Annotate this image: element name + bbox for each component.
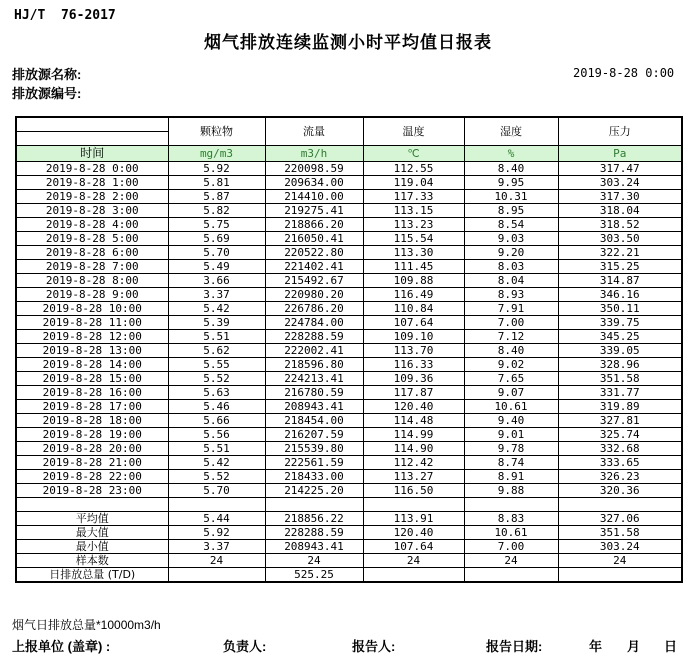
value-cell: 8.40 xyxy=(464,161,558,175)
value-cell: 113.27 xyxy=(363,469,464,483)
total-emission-footnote: 烟气日排放总量*10000m3/h xyxy=(12,618,161,632)
table-row xyxy=(16,161,682,175)
summary-label: 最小值 xyxy=(16,539,168,553)
summary-row xyxy=(16,567,682,582)
blank-cell xyxy=(16,497,168,511)
value-cell: 116.49 xyxy=(363,287,464,301)
value-cell: 331.77 xyxy=(558,385,682,399)
value-cell: 7.65 xyxy=(464,371,558,385)
time-cell: 2019-8-28 6:00 xyxy=(16,245,168,259)
summary-value: 24 xyxy=(168,553,265,567)
summary-value: 24 xyxy=(464,553,558,567)
value-cell: 5.55 xyxy=(168,357,265,371)
table-row xyxy=(16,301,682,315)
month-label: 月 xyxy=(627,639,641,654)
value-cell: 215539.80 xyxy=(265,441,363,455)
reporting-unit-label: 上报单位 (盖章) : xyxy=(12,639,111,654)
summary-value xyxy=(464,567,558,582)
value-cell: 220522.80 xyxy=(265,245,363,259)
value-cell: 8.93 xyxy=(464,287,558,301)
summary-value: 24 xyxy=(558,553,682,567)
time-cell: 2019-8-28 20:00 xyxy=(16,441,168,455)
col-header-temperature: 温度 xyxy=(363,117,464,145)
value-cell: 8.04 xyxy=(464,273,558,287)
value-cell: 113.15 xyxy=(363,203,464,217)
time-cell: 2019-8-28 17:00 xyxy=(16,399,168,413)
value-cell: 315.25 xyxy=(558,259,682,273)
summary-value: 24 xyxy=(363,553,464,567)
summary-value xyxy=(363,567,464,582)
value-cell: 9.07 xyxy=(464,385,558,399)
year-label: 年 xyxy=(589,639,603,654)
source-name-label: 排放源名称: xyxy=(12,67,82,82)
value-cell: 10.31 xyxy=(464,189,558,203)
value-cell: 9.40 xyxy=(464,413,558,427)
summary-value: 351.58 xyxy=(558,525,682,539)
unit-particulate: mg/m3 xyxy=(168,145,265,161)
col-header-pressure: 压力 xyxy=(558,117,682,145)
value-cell: 114.99 xyxy=(363,427,464,441)
value-cell: 5.52 xyxy=(168,371,265,385)
header-row-names xyxy=(16,117,682,131)
value-cell: 10.61 xyxy=(464,399,558,413)
value-cell: 5.56 xyxy=(168,427,265,441)
blank-cell xyxy=(168,497,265,511)
time-cell: 2019-8-28 0:00 xyxy=(16,161,168,175)
value-cell: 220098.59 xyxy=(265,161,363,175)
value-cell: 113.70 xyxy=(363,343,464,357)
value-cell: 9.03 xyxy=(464,231,558,245)
value-cell: 5.52 xyxy=(168,469,265,483)
value-cell: 8.95 xyxy=(464,203,558,217)
value-cell: 8.91 xyxy=(464,469,558,483)
value-cell: 5.92 xyxy=(168,161,265,175)
value-cell: 303.24 xyxy=(558,175,682,189)
unit-humidity: % xyxy=(464,145,558,161)
value-cell: 119.04 xyxy=(363,175,464,189)
value-cell: 332.68 xyxy=(558,441,682,455)
hourly-average-table xyxy=(15,116,683,583)
summary-label: 日排放总量 (T/D) xyxy=(16,567,168,582)
value-cell: 215492.67 xyxy=(265,273,363,287)
value-cell: 5.87 xyxy=(168,189,265,203)
value-cell: 218454.00 xyxy=(265,413,363,427)
value-cell: 109.10 xyxy=(363,329,464,343)
value-cell: 327.81 xyxy=(558,413,682,427)
value-cell: 222002.41 xyxy=(265,343,363,357)
table-row xyxy=(16,399,682,413)
time-cell: 2019-8-28 10:00 xyxy=(16,301,168,315)
value-cell: 346.16 xyxy=(558,287,682,301)
summary-value: 7.00 xyxy=(464,539,558,553)
summary-label: 最大值 xyxy=(16,525,168,539)
value-cell: 3.37 xyxy=(168,287,265,301)
unit-temperature: ℃ xyxy=(363,145,464,161)
table-row xyxy=(16,371,682,385)
value-cell: 351.58 xyxy=(558,371,682,385)
spacer-row xyxy=(16,497,682,511)
table-row xyxy=(16,287,682,301)
time-cell: 2019-8-28 5:00 xyxy=(16,231,168,245)
time-cell: 2019-8-28 2:00 xyxy=(16,189,168,203)
source-code-label: 排放源编号: xyxy=(12,86,82,101)
time-cell: 2019-8-28 7:00 xyxy=(16,259,168,273)
value-cell: 117.87 xyxy=(363,385,464,399)
value-cell: 350.11 xyxy=(558,301,682,315)
header-row-units xyxy=(16,145,682,161)
value-cell: 303.50 xyxy=(558,231,682,245)
value-cell: 5.62 xyxy=(168,343,265,357)
report-datetime: 2019-8-28 0:00 xyxy=(573,66,675,80)
value-cell: 214410.00 xyxy=(265,189,363,203)
value-cell: 114.48 xyxy=(363,413,464,427)
summary-value: 208943.41 xyxy=(265,539,363,553)
value-cell: 208943.41 xyxy=(265,399,363,413)
summary-value: 5.92 xyxy=(168,525,265,539)
value-cell: 226786.20 xyxy=(265,301,363,315)
value-cell: 219275.41 xyxy=(265,203,363,217)
time-cell: 2019-8-28 11:00 xyxy=(16,315,168,329)
value-cell: 5.81 xyxy=(168,175,265,189)
col-header-particulate: 颗粒物 xyxy=(168,117,265,145)
value-cell: 9.95 xyxy=(464,175,558,189)
time-cell: 2019-8-28 4:00 xyxy=(16,217,168,231)
value-cell: 9.01 xyxy=(464,427,558,441)
time-cell: 2019-8-28 14:00 xyxy=(16,357,168,371)
value-cell: 117.33 xyxy=(363,189,464,203)
value-cell: 8.40 xyxy=(464,343,558,357)
value-cell: 214225.20 xyxy=(265,483,363,497)
value-cell: 116.50 xyxy=(363,483,464,497)
summary-value: 3.37 xyxy=(168,539,265,553)
blank-cell xyxy=(265,497,363,511)
table-row xyxy=(16,273,682,287)
summary-value xyxy=(558,567,682,582)
value-cell: 8.03 xyxy=(464,259,558,273)
value-cell: 110.84 xyxy=(363,301,464,315)
value-cell: 113.23 xyxy=(363,217,464,231)
time-cell: 2019-8-28 13:00 xyxy=(16,343,168,357)
value-cell: 116.33 xyxy=(363,357,464,371)
summary-value: 303.24 xyxy=(558,539,682,553)
value-cell: 8.54 xyxy=(464,217,558,231)
value-cell: 221402.41 xyxy=(265,259,363,273)
value-cell: 333.65 xyxy=(558,455,682,469)
summary-value: 525.25 xyxy=(265,567,363,582)
table-row xyxy=(16,469,682,483)
summary-value: 8.83 xyxy=(464,511,558,525)
blank-cell xyxy=(558,497,682,511)
value-cell: 209634.00 xyxy=(265,175,363,189)
value-cell: 317.30 xyxy=(558,189,682,203)
value-cell: 5.63 xyxy=(168,385,265,399)
table-row xyxy=(16,175,682,189)
value-cell: 3.66 xyxy=(168,273,265,287)
value-cell: 216050.41 xyxy=(265,231,363,245)
page-title: 烟气排放连续监测小时平均值日报表 xyxy=(204,33,492,52)
table-row xyxy=(16,231,682,245)
table-row xyxy=(16,441,682,455)
summary-row xyxy=(16,511,682,525)
summary-value: 113.91 xyxy=(363,511,464,525)
table-row xyxy=(16,259,682,273)
corner-cell-bottom xyxy=(16,131,168,145)
table-row xyxy=(16,217,682,231)
value-cell: 5.46 xyxy=(168,399,265,413)
time-cell: 2019-8-28 15:00 xyxy=(16,371,168,385)
blank-cell xyxy=(464,497,558,511)
report-date-label: 报告日期: xyxy=(486,639,543,654)
value-cell: 5.39 xyxy=(168,315,265,329)
value-cell: 7.91 xyxy=(464,301,558,315)
value-cell: 9.02 xyxy=(464,357,558,371)
table-row xyxy=(16,189,682,203)
value-cell: 218433.00 xyxy=(265,469,363,483)
summary-value: 24 xyxy=(265,553,363,567)
blank-cell xyxy=(363,497,464,511)
time-cell: 2019-8-28 22:00 xyxy=(16,469,168,483)
value-cell: 5.49 xyxy=(168,259,265,273)
value-cell: 113.30 xyxy=(363,245,464,259)
value-cell: 5.69 xyxy=(168,231,265,245)
reporter-label: 报告人: xyxy=(352,639,396,654)
value-cell: 5.42 xyxy=(168,455,265,469)
table-row xyxy=(16,315,682,329)
table-row xyxy=(16,483,682,497)
value-cell: 339.75 xyxy=(558,315,682,329)
value-cell: 216780.59 xyxy=(265,385,363,399)
summary-value: 228288.59 xyxy=(265,525,363,539)
table-row xyxy=(16,329,682,343)
value-cell: 9.78 xyxy=(464,441,558,455)
day-label: 日 xyxy=(664,639,678,654)
value-cell: 5.66 xyxy=(168,413,265,427)
value-cell: 120.40 xyxy=(363,399,464,413)
table-row xyxy=(16,413,682,427)
col-header-flow: 流量 xyxy=(265,117,363,145)
responsible-person-label: 负责人: xyxy=(223,639,267,654)
value-cell: 216207.59 xyxy=(265,427,363,441)
summary-value: 5.44 xyxy=(168,511,265,525)
time-cell: 2019-8-28 9:00 xyxy=(16,287,168,301)
value-cell: 222561.59 xyxy=(265,455,363,469)
value-cell: 319.89 xyxy=(558,399,682,413)
value-cell: 314.87 xyxy=(558,273,682,287)
value-cell: 109.88 xyxy=(363,273,464,287)
time-cell: 2019-8-28 19:00 xyxy=(16,427,168,441)
value-cell: 9.88 xyxy=(464,483,558,497)
value-cell: 5.82 xyxy=(168,203,265,217)
value-cell: 107.64 xyxy=(363,315,464,329)
summary-row xyxy=(16,525,682,539)
value-cell: 7.00 xyxy=(464,315,558,329)
table-row xyxy=(16,343,682,357)
summary-value: 10.61 xyxy=(464,525,558,539)
table-row xyxy=(16,357,682,371)
value-cell: 112.42 xyxy=(363,455,464,469)
value-cell: 218866.20 xyxy=(265,217,363,231)
value-cell: 8.74 xyxy=(464,455,558,469)
corner-cell-top xyxy=(16,117,168,131)
summary-row xyxy=(16,553,682,567)
value-cell: 228288.59 xyxy=(265,329,363,343)
standard-code: HJ/T 76-2017 xyxy=(14,8,116,23)
value-cell: 5.42 xyxy=(168,301,265,315)
summary-value xyxy=(168,567,265,582)
value-cell: 326.23 xyxy=(558,469,682,483)
table-row xyxy=(16,385,682,399)
table-row xyxy=(16,245,682,259)
summary-row xyxy=(16,539,682,553)
value-cell: 5.51 xyxy=(168,329,265,343)
value-cell: 224784.00 xyxy=(265,315,363,329)
time-cell: 2019-8-28 21:00 xyxy=(16,455,168,469)
value-cell: 339.05 xyxy=(558,343,682,357)
col-header-humidity: 湿度 xyxy=(464,117,558,145)
value-cell: 115.54 xyxy=(363,231,464,245)
summary-label: 平均值 xyxy=(16,511,168,525)
value-cell: 5.70 xyxy=(168,483,265,497)
table-row xyxy=(16,427,682,441)
value-cell: 328.96 xyxy=(558,357,682,371)
time-cell: 2019-8-28 16:00 xyxy=(16,385,168,399)
value-cell: 9.20 xyxy=(464,245,558,259)
unit-pressure: Pa xyxy=(558,145,682,161)
time-cell: 2019-8-28 8:00 xyxy=(16,273,168,287)
value-cell: 325.74 xyxy=(558,427,682,441)
time-cell: 2019-8-28 18:00 xyxy=(16,413,168,427)
time-cell: 2019-8-28 1:00 xyxy=(16,175,168,189)
signature-footer xyxy=(0,636,696,654)
time-cell: 2019-8-28 23:00 xyxy=(16,483,168,497)
value-cell: 5.51 xyxy=(168,441,265,455)
value-cell: 224213.41 xyxy=(265,371,363,385)
value-cell: 220980.20 xyxy=(265,287,363,301)
time-cell: 2019-8-28 3:00 xyxy=(16,203,168,217)
unit-flow: m3/h xyxy=(265,145,363,161)
value-cell: 5.75 xyxy=(168,217,265,231)
value-cell: 322.21 xyxy=(558,245,682,259)
value-cell: 5.70 xyxy=(168,245,265,259)
value-cell: 112.55 xyxy=(363,161,464,175)
value-cell: 109.36 xyxy=(363,371,464,385)
value-cell: 318.04 xyxy=(558,203,682,217)
table-row xyxy=(16,455,682,469)
summary-value: 107.64 xyxy=(363,539,464,553)
value-cell: 218596.80 xyxy=(265,357,363,371)
time-header: 时间 xyxy=(16,145,168,161)
value-cell: 114.90 xyxy=(363,441,464,455)
value-cell: 320.36 xyxy=(558,483,682,497)
value-cell: 318.52 xyxy=(558,217,682,231)
value-cell: 7.12 xyxy=(464,329,558,343)
time-cell: 2019-8-28 12:00 xyxy=(16,329,168,343)
summary-value: 218856.22 xyxy=(265,511,363,525)
table-row xyxy=(16,203,682,217)
summary-label: 样本数 xyxy=(16,553,168,567)
summary-value: 120.40 xyxy=(363,525,464,539)
value-cell: 345.25 xyxy=(558,329,682,343)
value-cell: 111.45 xyxy=(363,259,464,273)
value-cell: 317.47 xyxy=(558,161,682,175)
summary-value: 327.06 xyxy=(558,511,682,525)
